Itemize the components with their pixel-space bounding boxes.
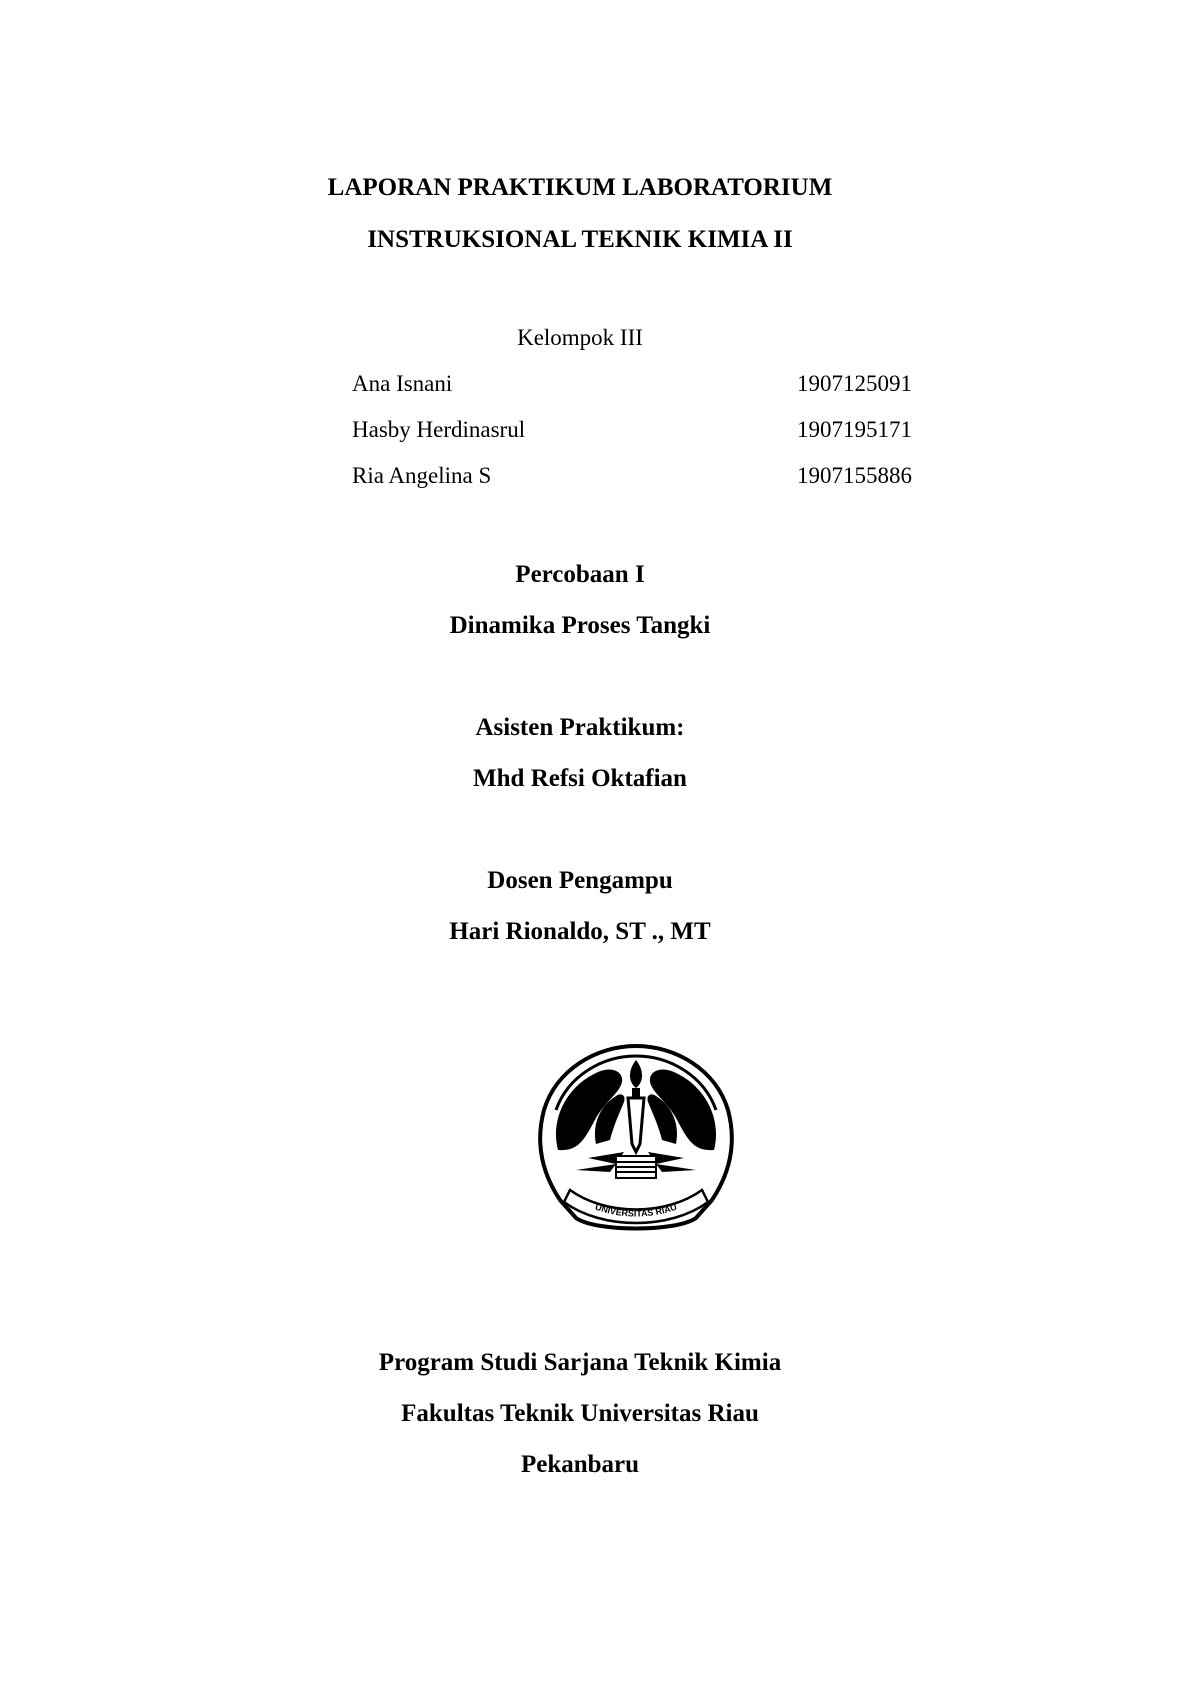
assistant-label: Asisten Praktikum:: [475, 714, 685, 741]
logo-ribbon-text: UNIVERSITAS RIAU: [593, 1201, 679, 1219]
universitas-riau-logo-icon: [536, 1040, 736, 1240]
experiment-title: Dinamika Proses Tangki: [449, 612, 711, 639]
report-title-line-2: INSTRUKSIONAL TEKNIK KIMIA II: [367, 226, 793, 253]
lecturer-label: Dosen Pengampu: [487, 867, 673, 894]
city-name: Pekanbaru: [520, 1451, 640, 1478]
program-name: Program Studi Sarjana Teknik Kimia: [378, 1349, 782, 1376]
experiment-number: Percobaan I: [515, 561, 645, 588]
member-name: Hasby Herdinasrul: [352, 417, 526, 442]
assistant-name: Mhd Refsi Oktafian: [473, 765, 687, 792]
faculty-name: Fakultas Teknik Universitas Riau: [401, 1400, 759, 1427]
member-row: [352, 417, 912, 449]
member-id: 1907195171: [797, 417, 912, 442]
member-id: 1907125091: [797, 371, 912, 396]
member-row: [352, 463, 912, 495]
member-id: 1907155886: [797, 463, 912, 488]
member-name: Ana Isnani: [352, 371, 453, 396]
lecturer-name: Hari Rionaldo, ST ., MT: [449, 918, 711, 945]
group-label: Kelompok III: [517, 325, 643, 350]
member-name: Ria Angelina S: [352, 463, 492, 488]
report-title-line-1: LAPORAN PRAKTIKUM LABORATORIUM: [327, 174, 833, 201]
member-row: [352, 371, 912, 403]
